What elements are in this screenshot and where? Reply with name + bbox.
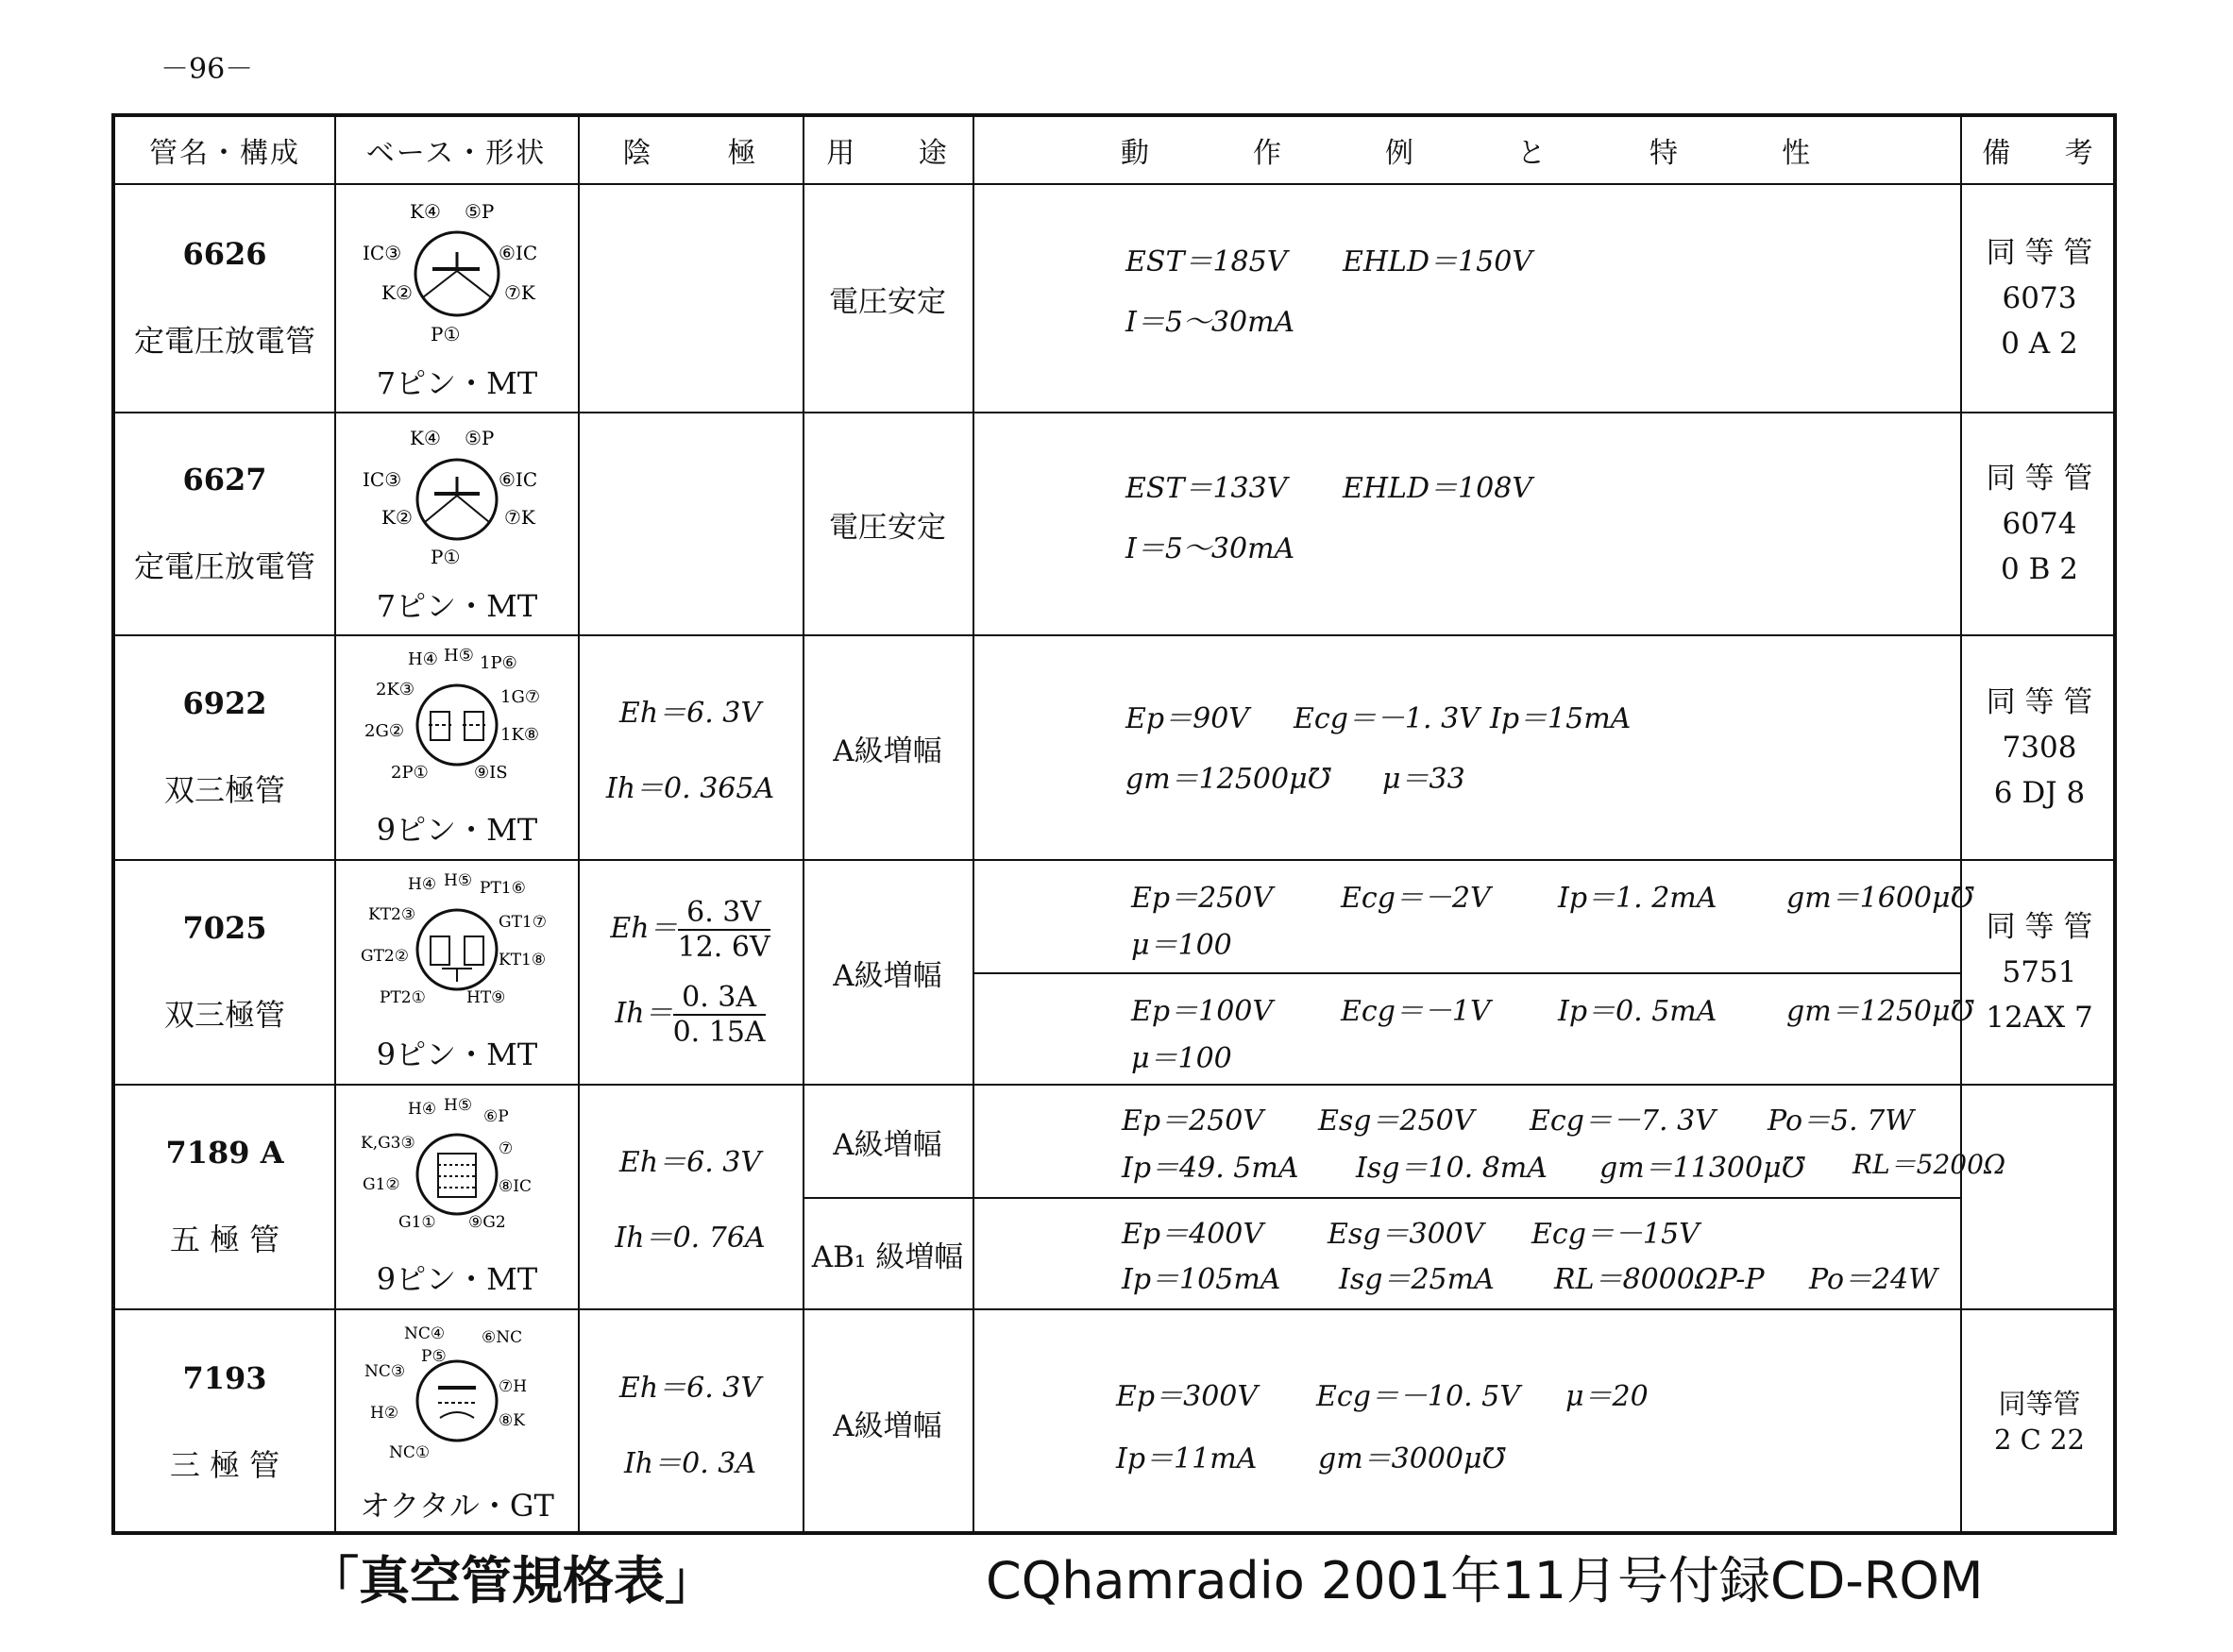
base-type: 9ピン・MT (376, 1037, 538, 1072)
note-line: 0 A 2 (2001, 327, 2078, 362)
cathode-value: Eh＝6. 3V (618, 1372, 762, 1405)
base-cell (336, 1086, 578, 1308)
header-cathode-2: 極 (727, 137, 758, 170)
pin-label: ⑥P (483, 1107, 509, 1126)
page-number: －96－ (161, 53, 254, 86)
tube-name-cell (115, 1310, 334, 1535)
pin-label: P① (431, 546, 461, 568)
op-value: Po＝5. 7W (1768, 1104, 1915, 1138)
header-notes (1960, 117, 2117, 183)
header-operation (973, 117, 1960, 183)
pin-label: NC① (389, 1443, 431, 1462)
tube-description: 定電圧放電管 (133, 323, 315, 359)
cathode-value: Ih＝0. 3A (623, 1447, 757, 1480)
fraction (673, 981, 766, 1049)
op-value: Ep＝250V (1131, 882, 1274, 915)
op-value: RL＝5200Ω (1852, 1149, 2006, 1180)
pin-label: H④ (408, 875, 437, 894)
operation-cell (974, 413, 1960, 634)
op-value: Ecg＝－1. 3V (1294, 702, 1480, 735)
op-value: Esg＝300V (1328, 1218, 1484, 1251)
notes-cell (1962, 1310, 2117, 1535)
pin-label: PT1⑥ (480, 879, 526, 898)
tube-name: 6627 (182, 462, 267, 497)
pin-label: GT2② (361, 947, 409, 966)
cathode-value: Eh＝6. 3V (618, 1146, 762, 1179)
fraction (678, 896, 770, 964)
pin-label: KT2③ (368, 905, 416, 924)
note-line: 同等管 (1998, 1388, 2081, 1421)
op-value: Ip＝49. 5mA (1122, 1152, 1299, 1185)
header-use-2: 途 (918, 137, 949, 170)
base-cell (336, 636, 578, 859)
base-cell (336, 185, 578, 412)
tube-description: 双三極管 (163, 997, 285, 1033)
base-cell (336, 1310, 578, 1535)
base-cell (336, 861, 578, 1084)
notes-cell (1962, 185, 2117, 412)
pin-label: ⑧IC (499, 1177, 532, 1196)
pin-label: H⑤ (444, 1096, 473, 1115)
9pin-base-diagram (361, 1095, 553, 1250)
pin-label: 2G② (364, 721, 404, 741)
pin-label: GT1⑦ (499, 913, 547, 932)
pin-label: ⑥IC (499, 242, 538, 264)
op-value: RL＝8000ΩP-P (1554, 1263, 1765, 1296)
op-value: μ＝33 (1382, 763, 1465, 796)
cathode-value: Eh＝6. 3V (618, 697, 762, 730)
op-value: Ecg＝－10. 5V (1316, 1380, 1520, 1413)
footer-title: 「真空管規格表」 (308, 1551, 716, 1610)
op-value: Ep＝90V (1125, 702, 1249, 735)
header-op-4: と (1517, 137, 1548, 170)
op-value: gm＝12500μ℧ (1125, 763, 1331, 796)
op-value: Ecg＝－1V (1341, 995, 1491, 1028)
use-cell: A級増幅 (833, 1408, 942, 1443)
header-op-5: 特 (1649, 137, 1681, 170)
pin-label: H④ (408, 649, 438, 669)
op-value: Ip＝15mA (1490, 702, 1632, 735)
pin-label: 1P⑥ (480, 653, 517, 673)
pin-label: ⑨IS (474, 763, 508, 783)
header-op-1: 動 (1120, 137, 1151, 170)
header-op-3: 例 (1384, 137, 1415, 170)
pin-label: 1K⑧ (500, 725, 540, 745)
pin-label: ⑦K (504, 281, 535, 304)
pin-label: G1② (363, 1175, 400, 1194)
use-cell: A級増幅 (833, 733, 942, 768)
pin-label: H② (370, 1404, 399, 1423)
tube-name-cell (115, 413, 334, 634)
note-line: 2 C 22 (1994, 1424, 2085, 1456)
pin-label: H⑤ (444, 871, 473, 890)
pin-label: ⑦ (499, 1139, 514, 1158)
header-name: 管名・構成 (149, 137, 300, 170)
op-value: Ip＝1. 2mA (1558, 882, 1717, 915)
operation-cell-a (974, 1086, 2006, 1197)
op-value: Ep＝250V (1122, 1104, 1264, 1138)
note-line: 同 等 管 (1986, 684, 2093, 719)
operation-cell (974, 1310, 1960, 1535)
pin-label: K② (381, 506, 413, 529)
op-value: I＝5～30mA (1125, 306, 1295, 339)
op-value: gm＝11300μ℧ (1599, 1152, 1805, 1185)
note-line: 7308 (2002, 730, 2077, 765)
tube-description: 定電圧放電管 (133, 548, 315, 584)
header-op-2: 作 (1252, 137, 1283, 170)
fraction-denominator: 12. 6V (677, 931, 770, 964)
notes-cell (1962, 636, 2117, 859)
note-line: 同 等 管 (1986, 909, 2093, 944)
cathode-cell (578, 861, 803, 1084)
pin-label: HT⑨ (466, 988, 506, 1007)
note-line: 同 等 管 (1986, 461, 2093, 496)
op-value: Isg＝10. 8mA (1356, 1152, 1548, 1185)
7pin-base-diagram (363, 194, 551, 354)
use-cell: AB₁ 級増幅 (811, 1239, 964, 1274)
note-line: 6074 (2002, 506, 2077, 541)
7pin-base-diagram (363, 422, 551, 577)
fraction-denominator: 0. 15A (672, 1016, 766, 1049)
op-value: EST＝133V (1125, 472, 1288, 505)
cathode-heater-voltage (610, 896, 770, 964)
pin-label: ⑤P (465, 427, 495, 449)
header-notes-1: 備 (1982, 137, 2013, 170)
operation-cell (974, 185, 1960, 412)
op-value: Esg＝250V (1318, 1104, 1475, 1138)
tube-name-cell (115, 1086, 334, 1308)
op-value: Isg＝25mA (1339, 1263, 1495, 1296)
note-line: 12AX 7 (1986, 1001, 2093, 1036)
tube-name: 7193 (182, 1360, 267, 1396)
operation-cell (974, 636, 1960, 859)
op-value: μ＝100 (1131, 929, 1232, 962)
cathode-heater-current (615, 981, 765, 1049)
op-value: EHLD＝150V (1343, 245, 1532, 278)
pin-label: 1G⑦ (500, 687, 540, 707)
tube-description: 三 極 管 (169, 1447, 280, 1483)
header-use (803, 117, 973, 183)
fraction-numerator: 0. 3A (673, 981, 766, 1016)
op-value: Ip＝105mA (1122, 1263, 1281, 1296)
op-value: Ecg＝－2V (1341, 882, 1491, 915)
base-type: オクタル・GT (360, 1488, 554, 1524)
pin-label: KT1⑧ (499, 951, 547, 969)
spec-table (111, 113, 2117, 1535)
pin-label: ⑥IC (499, 468, 538, 491)
op-value: μ＝100 (1131, 1042, 1232, 1075)
tube-name-cell (115, 636, 334, 859)
op-value: Ecg＝－15V (1531, 1218, 1700, 1251)
base-type: 7ピン・MT (376, 365, 538, 401)
pin-label: P① (431, 323, 461, 346)
operation-cell-b (974, 974, 1974, 1084)
tube-name: 7025 (182, 910, 267, 946)
op-value: Ip＝0. 5mA (1558, 995, 1717, 1028)
header-cathode-1: 陰 (622, 137, 653, 170)
pin-label: G1① (398, 1213, 436, 1232)
op-value: Ep＝400V (1122, 1218, 1264, 1251)
pin-label: K② (381, 281, 413, 304)
use-cell: 電圧安定 (829, 284, 946, 319)
pin-label: H⑤ (444, 646, 474, 666)
note-line: 6 DJ 8 (1993, 776, 2086, 811)
operation-cell-a (974, 861, 1974, 972)
notes-cell (1962, 413, 2117, 634)
cathode-cell (578, 1086, 803, 1308)
header-notes-2: 考 (2064, 137, 2095, 170)
cathode-label: Ih＝ (615, 997, 673, 1030)
pin-label: PT2① (380, 988, 426, 1007)
op-value: EHLD＝108V (1343, 472, 1532, 505)
pin-label: P⑤ (421, 1347, 447, 1366)
pin-label: 2K③ (376, 680, 415, 700)
pin-label: IC③ (363, 242, 402, 264)
tube-name-cell (115, 185, 334, 412)
tube-name: 6922 (182, 685, 267, 721)
9pin-base-diagram (361, 870, 553, 1025)
op-value: gm＝1250μ℧ (1786, 995, 1974, 1028)
tube-name: 6626 (182, 236, 267, 272)
pin-label: ⑨G2 (468, 1213, 506, 1232)
op-value: Ep＝100V (1131, 995, 1274, 1028)
op-value: Po＝24W (1809, 1263, 1938, 1296)
op-value: EST＝185V (1125, 245, 1288, 278)
pin-label: ⑦H (499, 1377, 528, 1396)
tube-description: 五 極 管 (169, 1222, 280, 1257)
base-cell (336, 413, 578, 634)
cathode-cell (578, 1310, 803, 1535)
cathode-value: Ih＝0. 365A (605, 772, 775, 805)
tube-name-cell (115, 861, 334, 1084)
op-value: I＝5～30mA (1125, 532, 1295, 565)
cathode-cell (578, 636, 803, 859)
pin-label: NC④ (404, 1324, 446, 1343)
op-value: gm＝1600μ℧ (1786, 882, 1974, 915)
op-value: Ip＝11mA (1116, 1442, 1258, 1475)
base-type: 9ピン・MT (376, 812, 538, 848)
octal-base-diagram (361, 1320, 553, 1476)
pin-label: ⑧K (499, 1411, 525, 1430)
pin-label: K,G3③ (361, 1134, 415, 1153)
header-use-1: 用 (826, 137, 857, 170)
use-cell: A級増幅 (833, 1127, 942, 1162)
base-type: 7ピン・MT (376, 588, 538, 624)
footer-source: CQhamradio 2001年11月号付録CD-ROM (986, 1551, 1984, 1610)
cathode-value: Ih＝0. 76A (615, 1222, 766, 1255)
pin-label: 2P① (391, 763, 429, 783)
operation-cell-b (974, 1199, 1960, 1308)
use-cell: 電圧安定 (829, 510, 946, 545)
header-op-6: 性 (1782, 137, 1813, 170)
cathode-label: Eh＝ (610, 912, 678, 945)
9pin-base-diagram (363, 646, 551, 801)
pin-label: ⑤P (465, 200, 495, 223)
op-value: Ecg＝－7. 3V (1530, 1104, 1716, 1138)
header-base: ベース・形状 (365, 137, 547, 170)
use-cell: A級増幅 (833, 958, 942, 993)
note-line: 同 等 管 (1986, 235, 2093, 270)
pin-label: K④ (410, 427, 441, 449)
notes-cell (1962, 861, 2117, 1084)
note-line: 0 B 2 (2001, 552, 2078, 587)
header-cathode (578, 117, 803, 183)
pin-label: H④ (408, 1100, 437, 1119)
tube-description: 双三極管 (163, 772, 285, 808)
pin-label: ⑦K (504, 506, 535, 529)
pin-label: ⑥NC (482, 1328, 523, 1347)
op-value: μ＝20 (1565, 1380, 1649, 1413)
note-line: 5751 (2002, 954, 2077, 989)
pin-label: NC③ (364, 1362, 406, 1381)
tube-name: 7189 A (165, 1135, 284, 1171)
note-line: 6073 (2002, 280, 2077, 315)
op-value: Ep＝300V (1116, 1380, 1259, 1413)
fraction-numerator: 6. 3V (678, 896, 770, 931)
base-type: 9ピン・MT (376, 1261, 538, 1297)
pin-label: K④ (410, 200, 441, 223)
pin-label: IC③ (363, 468, 402, 491)
op-value: gm＝3000μ℧ (1318, 1442, 1506, 1475)
